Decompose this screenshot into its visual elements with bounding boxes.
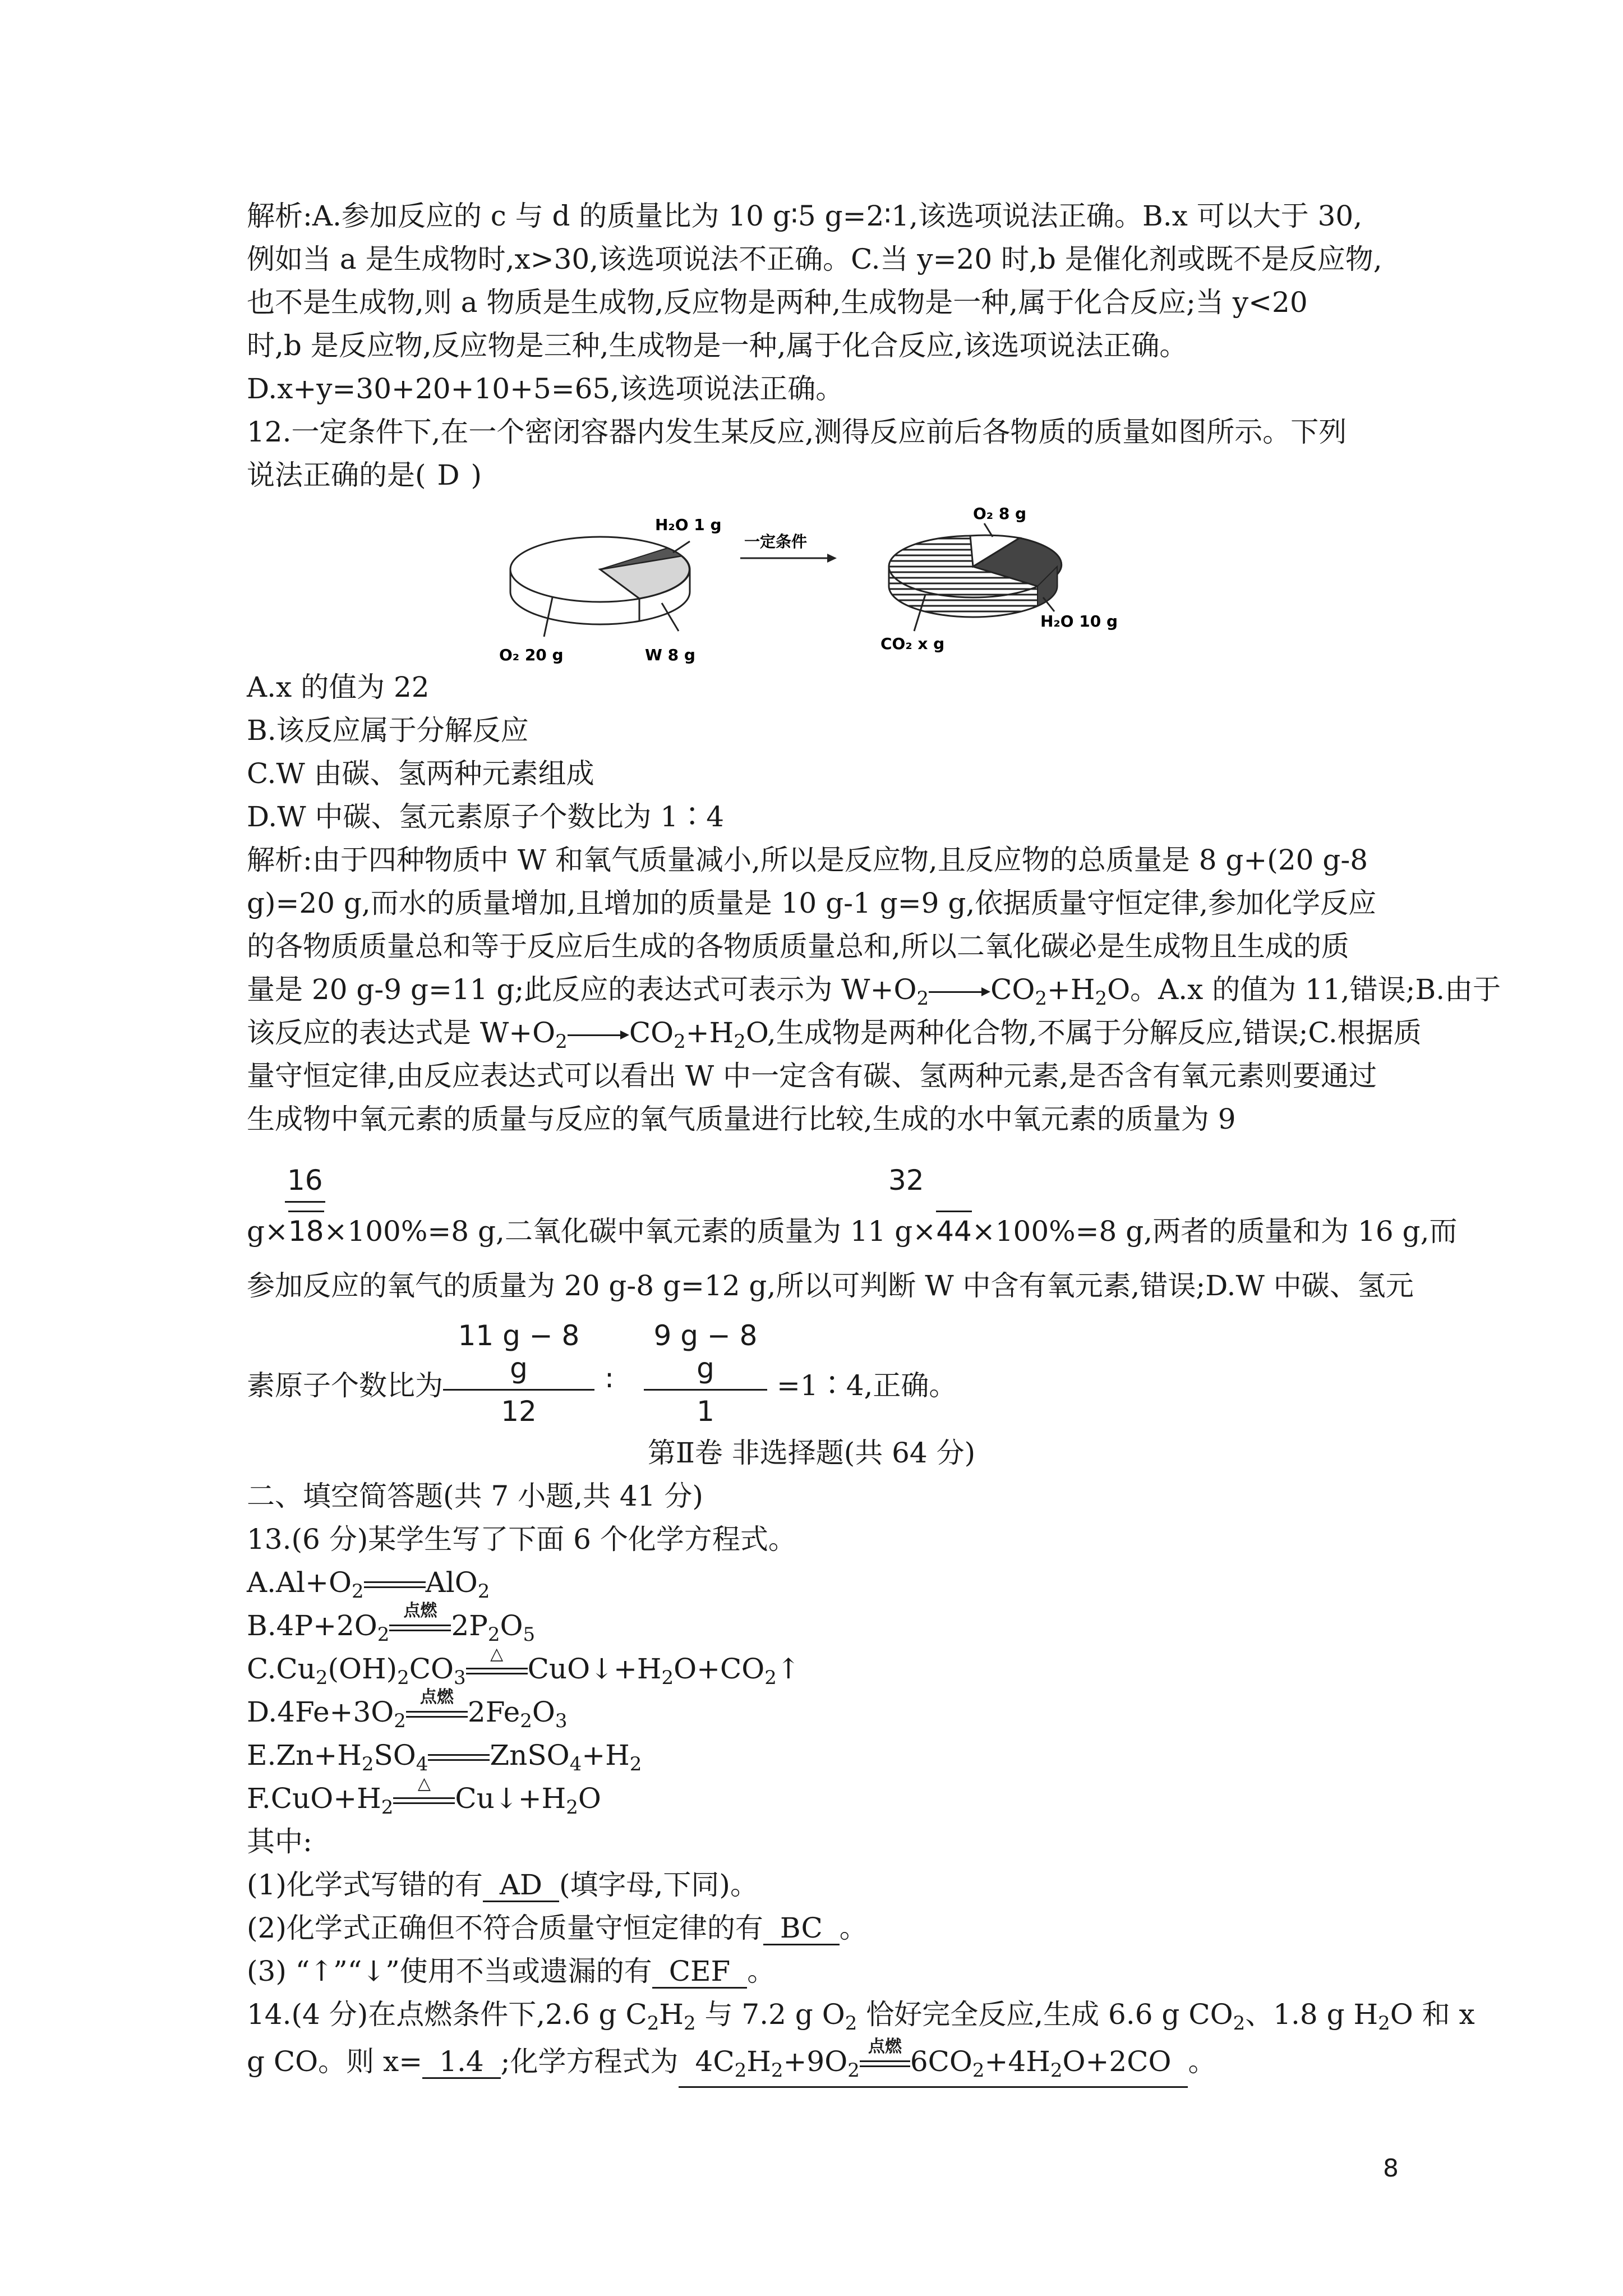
- q12-analysis-line-1: 解析:由于四种物质中 W 和氧气质量减小,所以是反应物,且反应物的总质量是 8 g+(20 g-8: [247, 844, 1368, 876]
- q13-sub-question-2: [247, 1911, 868, 1945]
- eq-text: O: [532, 1696, 555, 1728]
- q12-reaction-figure: [477, 502, 1122, 665]
- subscript: 2: [1378, 2012, 1390, 2035]
- reaction-condition-label: 一定条件: [744, 532, 808, 551]
- subscript: 2: [520, 1710, 532, 1732]
- q13-equation-d: [247, 1687, 568, 1738]
- label-h2o-after: H₂O 10 g: [1040, 612, 1118, 631]
- q13-equation-c: [247, 1644, 800, 1695]
- up-arrow-icon: ↑: [776, 1653, 800, 1685]
- analysis-11-line-3: 也不是生成物,则 a 物质是生成物,反应物是两种,生成物是一种,属于化合反应;当 y<20: [247, 286, 1308, 319]
- subscript: 5: [523, 1623, 536, 1646]
- analysis-text: +H: [685, 1016, 734, 1049]
- subscript: 2: [1095, 987, 1108, 1010]
- subscript: 2: [566, 1796, 578, 1819]
- eq-text: C.Cu: [247, 1653, 316, 1685]
- condition-label: 点燃: [419, 1687, 454, 1707]
- subscript: 2: [1233, 2012, 1246, 2035]
- label-h2o-before: H₂O 1 g: [655, 516, 722, 534]
- q12-analysis-line-5: [247, 1016, 1422, 1059]
- ratio-colon: ∶: [606, 1364, 614, 1397]
- part-title: 二、填空简答题(共 7 小题,共 41 分): [247, 1480, 703, 1512]
- subscript: 2: [394, 1710, 406, 1732]
- eq-text: AlO: [425, 1566, 478, 1599]
- q14-text: H: [659, 1998, 684, 2031]
- answer-blank: BC: [763, 1912, 840, 1945]
- sub-question-text: (填字母,下同)。: [559, 1869, 758, 1901]
- q12-calc-line-2: 参加反应的氧气的质量为 20 g-8 g=12 g,所以可判断 W 中含有氧元素,错误;D.W 中碳、氢元: [247, 1269, 1414, 1302]
- analysis-text: CO: [990, 973, 1035, 1006]
- analysis-11-line-4: 时,b 是反应物,反应物是三种,生成物是一种,属于化合反应,该选项说法正确。: [247, 329, 1188, 362]
- q12-stem-line-1: 12.一定条件下,在一个密闭容器内发生某反应,测得反应前后各物质的质量如图所示。下列: [247, 416, 1347, 448]
- fraction-numerator: 9 g − 8 g: [653, 1319, 758, 1384]
- analysis-text: 量是 20 g-9 g=11 g;此反应的表达式可表示为 W+O: [247, 973, 917, 1006]
- analysis-text: O,生成物是两种化合物,不属于分解反应,错误;C.根据质: [745, 1016, 1422, 1049]
- q12-analysis-line-3: 的各物质质量总和等于反应后生成的各物质质量总和,所以二氧化碳必是生成物且生成的质: [247, 930, 1349, 963]
- eq-text: 2P: [451, 1609, 488, 1642]
- q12-calc-line: [247, 1214, 1457, 1248]
- analysis-text: 该反应的表达式是 W+O: [247, 1016, 556, 1049]
- eq-text: H: [746, 2045, 771, 2078]
- q12-option-c: C.W 由碳、氢两种元素组成: [247, 757, 594, 790]
- q12-analysis-line-4: [247, 973, 1501, 1015]
- q14-text: g CO。则 x=: [247, 2045, 423, 2078]
- subscript: 3: [453, 1667, 466, 1689]
- subscript: 4: [569, 1753, 582, 1775]
- fraction-denominator: 44: [936, 1211, 972, 1248]
- subscript: 2: [674, 1030, 686, 1053]
- q12-ratio-pre: 素原子个数比为: [247, 1369, 443, 1402]
- eq-text: 4C: [695, 2045, 735, 2078]
- q12-option-b: B.该反应属于分解反应: [247, 714, 529, 747]
- subscript: 2: [1035, 987, 1047, 1010]
- subscript: 2: [377, 1623, 390, 1646]
- subscript: 2: [734, 1030, 746, 1053]
- subscript: 2: [352, 1580, 364, 1603]
- analysis-11-line-1: 解析:A.参加反应的 c 与 d 的质量比为 10 g∶5 g=2∶1,该选项说法正确。B.x 可以大于 30,: [247, 200, 1363, 232]
- eq-text: 6CO: [910, 2045, 972, 2078]
- fraction-32-44: [886, 1164, 926, 1201]
- q14-text: 恰好完全反应,生成 6.6 g CO: [857, 1998, 1233, 2031]
- subscript: 2: [477, 1580, 490, 1603]
- q12-stem-text: 说法正确的是(: [247, 459, 426, 491]
- answer-blank-x: 1.4: [422, 2046, 501, 2079]
- q13-sub-question-1: [247, 1868, 758, 1902]
- label-w-before: W 8 g: [645, 646, 695, 664]
- eq-text: D.4Fe+3O: [247, 1696, 394, 1728]
- subscript: 2: [487, 1623, 500, 1646]
- label-o2-after: O₂ 8 g: [973, 504, 1027, 523]
- q14-text: 14.(4 分)在点燃条件下,2.6 g C: [247, 1998, 647, 2031]
- q12-option-d: D.W 中碳、氢元素原子个数比为 1∶4: [247, 800, 725, 833]
- fraction-denominator: 12: [501, 1395, 537, 1428]
- answer-blank: AD: [483, 1869, 559, 1902]
- condition-label: 点燃: [403, 1601, 437, 1621]
- sub-question-text: (1)化学式写错的有: [247, 1869, 483, 1901]
- eq-text: O: [578, 1782, 601, 1815]
- eq-text: +9O: [783, 2045, 848, 2078]
- analysis-text: O。A.x 的值为 11,错误;B.由于: [1107, 973, 1501, 1006]
- analysis-11-line-5: D.x+y=30+20+10+5=65,该选项说法正确。: [247, 372, 844, 405]
- q14-line-2: [247, 2037, 1216, 2088]
- q12-analysis-line-2: g)=20 g,而水的质量增加,且增加的质量是 10 g-1 g=9 g,依据质量守恒定律,参加化学反应: [247, 887, 1377, 919]
- fraction-denominator: 18: [288, 1211, 324, 1248]
- subscript: 2: [683, 2012, 696, 2035]
- eq-text: +H: [582, 1739, 630, 1772]
- answer-blank-equation: [679, 2037, 1188, 2088]
- calc-text: g×: [247, 1215, 288, 1248]
- subscript: 3: [555, 1710, 568, 1732]
- subscript: 2: [764, 1667, 777, 1689]
- pie-after: [889, 523, 1062, 631]
- subscript: 2: [972, 2059, 985, 2082]
- q14-text: 。: [1188, 2045, 1216, 2078]
- condition-label: △: [490, 1644, 504, 1664]
- sub-question-text: 。: [839, 1912, 868, 1944]
- eq-text: O+CO: [674, 1653, 765, 1685]
- reaction-arrow: [568, 1033, 629, 1037]
- eq-text: O+2CO: [1062, 2045, 1172, 2078]
- eq-text: O: [500, 1609, 523, 1642]
- fraction-hydrogen: [644, 1319, 767, 1428]
- q13-equation-a: [247, 1566, 490, 1608]
- calc-text: ×100%=8 g,两者的质量和为 16 g,而: [971, 1215, 1458, 1248]
- subscript: 2: [555, 1030, 568, 1053]
- q14-text: ;化学方程式为: [500, 2045, 679, 2078]
- eq-text: A.Al+O: [247, 1566, 352, 1599]
- eq-text: Cu↓+H: [455, 1782, 566, 1815]
- answer-blank: CEF: [652, 1955, 747, 1989]
- q13-stem: 13.(6 分)某学生写了下面 6 个化学方程式。: [247, 1523, 796, 1556]
- q12-option-a: A.x 的值为 22: [247, 671, 430, 703]
- condition-label: △: [417, 1774, 431, 1793]
- subscript: 2: [661, 1667, 674, 1689]
- sub-question-text: 。: [747, 1955, 776, 1987]
- q14-text: 与 7.2 g O: [695, 1998, 845, 2031]
- fraction-16-18: [285, 1164, 325, 1203]
- eq-text: E.Zn+H: [247, 1739, 362, 1772]
- eq-text: (OH): [328, 1653, 398, 1685]
- q12-analysis-line-6: 量守恒定律,由反应表达式可以看出 W 中一定含有碳、氢两种元素,是否含有氧元素则要通过: [247, 1060, 1377, 1092]
- subscript: 2: [647, 2012, 660, 2035]
- subscript: 2: [361, 1753, 374, 1775]
- fraction-numerator: 32: [888, 1164, 924, 1197]
- subscript: 2: [381, 1796, 394, 1819]
- calc-text: ×100%=8 g,二氧化碳中氧元素的质量为 11 g×: [324, 1215, 937, 1248]
- sub-question-text: (2)化学式正确但不符合质量守恒定律的有: [247, 1912, 763, 1944]
- subscript: 2: [847, 2059, 860, 2082]
- subscript: 2: [397, 1667, 409, 1689]
- q13-sub-question-3: [247, 1954, 775, 1989]
- subscript: 2: [734, 2059, 747, 2082]
- fraction-numerator: 11 g − 8 g: [458, 1319, 580, 1384]
- eq-text: CO: [409, 1653, 454, 1685]
- condition-label: 点燃: [868, 2037, 902, 2056]
- pie-before: [510, 537, 690, 637]
- q12-answer: D: [437, 459, 460, 491]
- fraction-denominator: 1: [697, 1395, 714, 1428]
- subscript: 2: [1050, 2059, 1063, 2082]
- q12-ratio-post: =1∶4,正确。: [777, 1369, 957, 1402]
- q12-analysis-line-7: 生成物中氧元素的质量与反应的氧气质量进行比较,生成的水中氧元素的质量为 9: [247, 1103, 1236, 1135]
- reaction-arrow: [929, 990, 990, 993]
- label-o2-before: O₂ 20 g: [499, 646, 564, 664]
- q12-stem-line-2: [247, 458, 482, 492]
- analysis-text: CO: [629, 1016, 674, 1049]
- subscript: 2: [629, 1753, 642, 1775]
- analysis-11-line-2: 例如当 a 是生成物时,x>30,该选项说法不正确。C.当 y=20 时,b 是催化剂或既不是反应物,: [247, 243, 1382, 275]
- subscript: 2: [315, 1667, 328, 1689]
- analysis-text: +H: [1047, 973, 1095, 1006]
- eq-text: +4H: [984, 2045, 1050, 2078]
- q14-text: O 和 x: [1390, 1998, 1475, 2031]
- eq-text: ZnSO: [490, 1739, 570, 1772]
- subscript: 2: [845, 2012, 857, 2035]
- eq-text: CuO↓+H: [527, 1653, 662, 1685]
- page-number: 8: [1383, 2154, 1399, 2183]
- q14-text: 、1.8 g H: [1245, 1998, 1378, 2031]
- section-title: 第Ⅱ卷 非选择题(共 64 分): [647, 1437, 976, 1469]
- eq-text: 2Fe: [467, 1696, 520, 1728]
- label-co2-after: CO₂ x g: [880, 634, 945, 653]
- eq-text: SO: [374, 1739, 416, 1772]
- sub-question-text: (3) “↑”“↓”使用不当或遗漏的有: [247, 1955, 652, 1987]
- q13-among: 其中:: [247, 1825, 312, 1858]
- eq-text: F.CuO+H: [247, 1782, 381, 1815]
- subscript: 4: [416, 1753, 428, 1775]
- q12-stem-close: ): [471, 459, 482, 491]
- eq-text: B.4P+2O: [247, 1609, 377, 1642]
- subscript: 2: [916, 987, 929, 1010]
- subscript: 2: [771, 2059, 783, 2082]
- fraction-carbon: [443, 1319, 594, 1428]
- fraction-numerator: 16: [287, 1164, 323, 1197]
- q13-equation-f: [247, 1774, 601, 1824]
